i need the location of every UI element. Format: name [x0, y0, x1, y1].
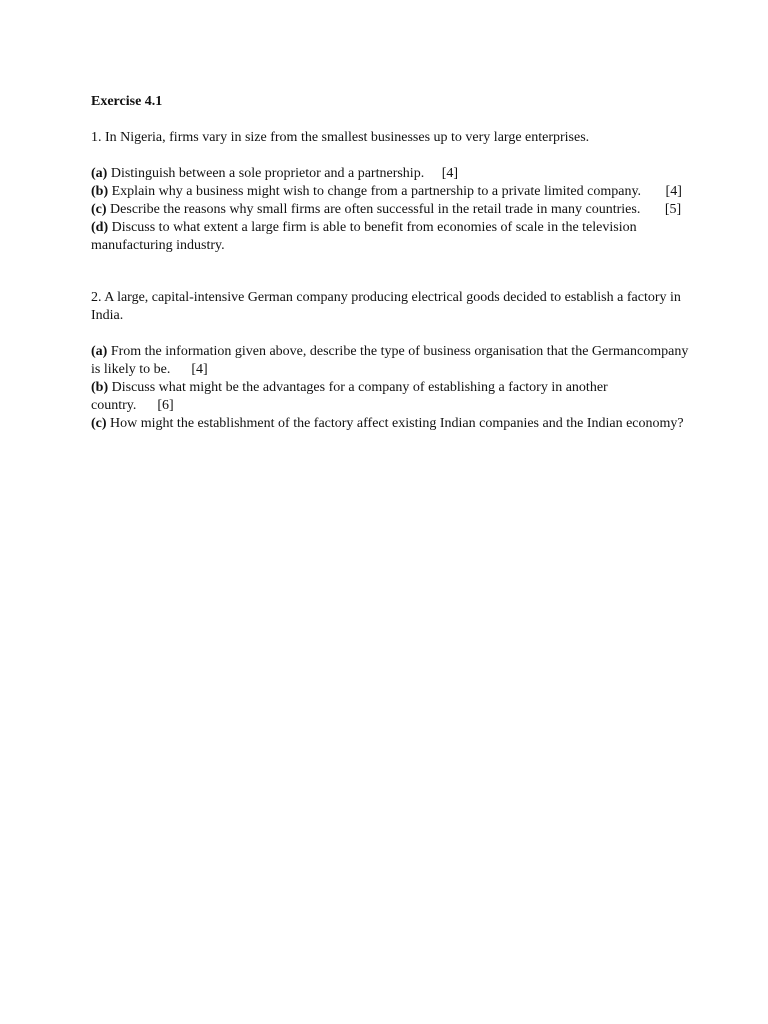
question-2-part-c — [91, 415, 691, 433]
part-marks: [4] — [191, 362, 208, 377]
question-1-part-d — [91, 219, 691, 255]
part-label: (c) — [91, 202, 107, 217]
exercise-title: Exercise 4.1 — [91, 94, 163, 109]
part-text: Describe the reasons why small firms are often successful in the retail trade in many countries. — [106, 202, 641, 217]
question-1-part-a — [91, 165, 691, 183]
part-label: (b) — [91, 380, 109, 395]
exercise-document — [91, 93, 691, 433]
part-marks: [6] — [157, 398, 174, 413]
section-spacer — [91, 255, 691, 289]
part-marks: [4] — [441, 166, 459, 181]
part-text: Discuss to what extent a large firm is able to benefit from economies of scale in the television manufacturing industry. — [91, 220, 637, 253]
part-text: Explain why a business might wish to change from a partnership to a private limited company. — [108, 184, 642, 199]
part-marks: [5] — [664, 202, 682, 217]
question-1-intro: 1. In Nigeria, firms vary in size from the smallest businesses up to very large enterprises. — [91, 130, 590, 145]
part-marks: [4] — [665, 184, 682, 199]
part-label: (d) — [91, 220, 109, 235]
question-2-part-a — [91, 343, 691, 379]
part-label: (a) — [91, 344, 108, 359]
part-text: Discuss what might be the advantages for a company of establishing a factory in another country. — [91, 380, 608, 413]
question-1-part-b — [91, 183, 691, 201]
question-1-part-c — [91, 201, 691, 219]
part-label: (c) — [91, 416, 107, 431]
part-text: From the information given above, describe the type of business organisation that the Germancompany is likely to be. — [91, 344, 689, 377]
part-text: How might the establishment of the factory affect existing Indian companies and the Indian economy? — [106, 416, 684, 431]
question-2-intro: 2. A large, capital-intensive German company producing electrical goods decided to establish a factory in India. — [91, 290, 681, 323]
part-text: Distinguish between a sole proprietor and a partnership. — [107, 166, 425, 181]
part-label: (a) — [91, 166, 108, 181]
question-2-part-b — [91, 379, 691, 415]
part-label: (b) — [91, 184, 109, 199]
